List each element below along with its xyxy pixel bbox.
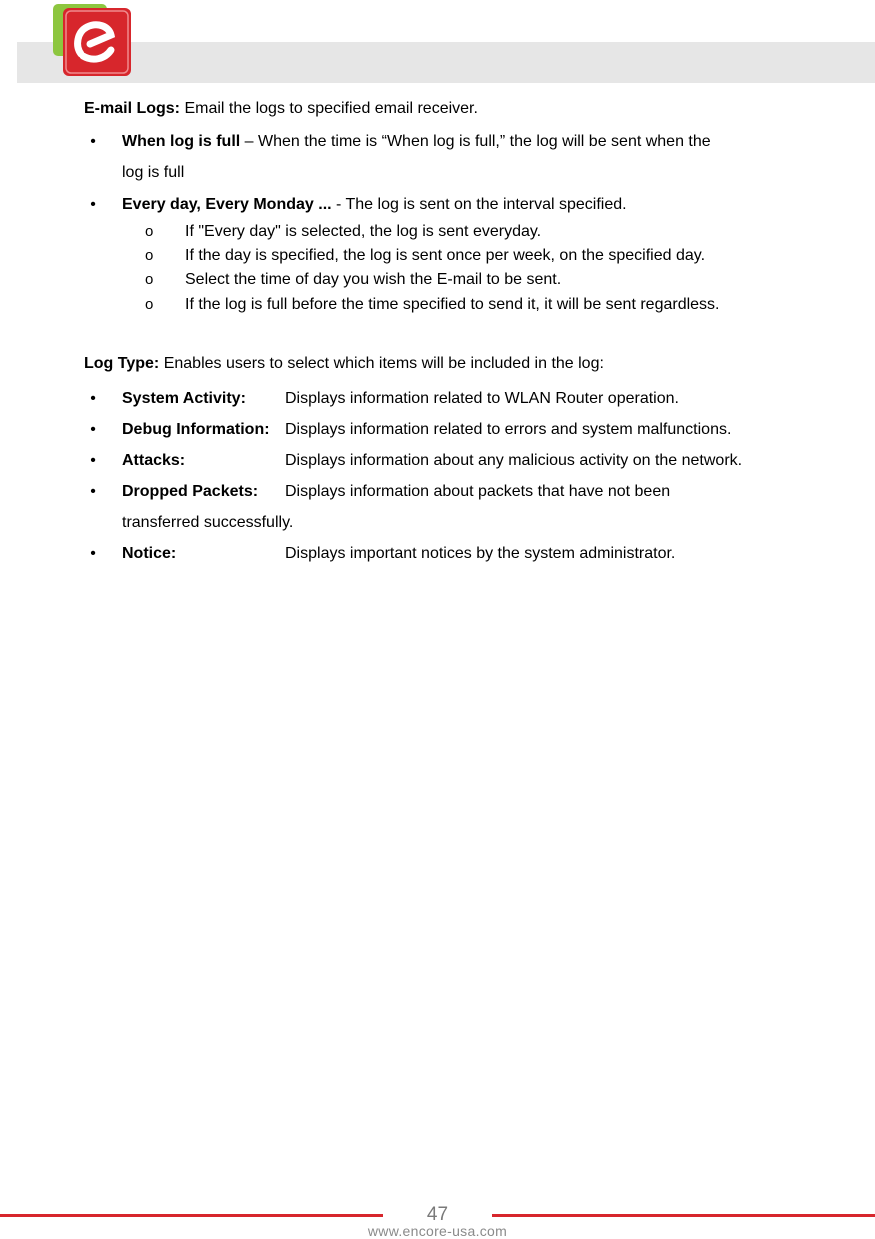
header-band <box>17 42 875 83</box>
encore-logo-icon <box>53 2 133 78</box>
sub-bullet-icon: o <box>145 271 154 288</box>
item-continuation: transferred successfully. <box>122 514 294 531</box>
item-label: Dropped Packets: <box>122 483 259 500</box>
bullet-icon: • <box>90 196 96 213</box>
sub-list-item: If "Every day" is selected, the log is sent everyday. <box>185 223 542 240</box>
bullet-icon: • <box>90 390 96 407</box>
log-type-label: Log Type: <box>84 355 160 372</box>
log-type-text: Enables users to select which items will be included in the log: <box>159 355 604 372</box>
email-logs-label: E-mail Logs: <box>84 100 181 117</box>
item-label: Every day, Every Monday ... <box>122 196 332 213</box>
bullet-icon: • <box>90 483 96 500</box>
sub-list-item: Select the time of day you wish the E-mail to be sent. <box>185 271 562 288</box>
bullet-icon: • <box>90 133 96 150</box>
item-text: Displays information related to WLAN Router operation. <box>285 390 679 407</box>
list-item <box>122 132 711 152</box>
item-text: – When the time is “When log is full,” the log will be sent when the <box>240 133 711 150</box>
bullet-icon: • <box>90 421 96 438</box>
email-logs-text: Email the logs to specified email receiver. <box>180 100 478 117</box>
sub-bullet-icon: o <box>145 296 154 313</box>
item-text: Displays important notices by the system administrator. <box>285 545 676 562</box>
footer-url: www.encore-usa.com <box>367 1223 508 1239</box>
item-text: Displays information about any malicious activity on the network. <box>285 452 743 469</box>
item-label: Attacks: <box>122 452 186 469</box>
page-number: 47 <box>426 1204 449 1225</box>
bullet-icon: • <box>90 545 96 562</box>
item-continuation: log is full <box>122 164 185 181</box>
item-label: System Activity: <box>122 390 246 407</box>
list-item <box>122 195 627 215</box>
sub-bullet-icon: o <box>145 247 154 264</box>
item-text: Displays information about packets that have not been <box>285 483 671 500</box>
bullet-icon: • <box>90 452 96 469</box>
item-label: When log is full <box>122 133 241 150</box>
sub-list-item: If the day is specified, the log is sent once per week, on the specified day. <box>185 247 706 264</box>
item-text: - The log is sent on the interval specified. <box>331 196 627 213</box>
sub-list-item: If the log is full before the time specified to send it, it will be sent regardless. <box>185 296 720 313</box>
item-label: Notice: <box>122 545 177 562</box>
log-type-paragraph <box>84 354 604 374</box>
sub-bullet-icon: o <box>145 223 154 240</box>
item-text: Displays information related to errors and system malfunctions. <box>285 421 732 438</box>
item-label: Debug Information: <box>122 421 270 438</box>
email-logs-paragraph <box>84 99 478 119</box>
